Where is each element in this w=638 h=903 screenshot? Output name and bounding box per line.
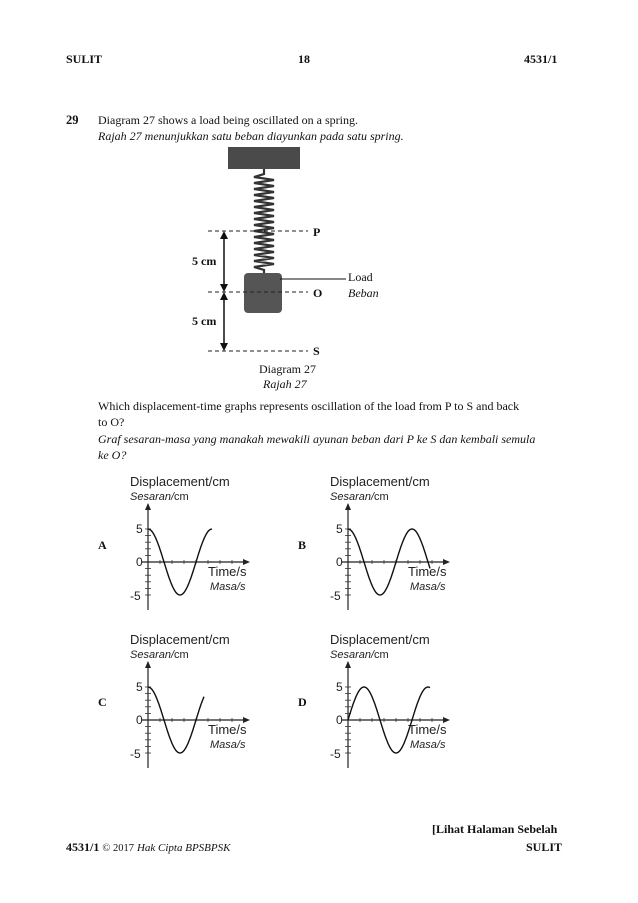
x-axis-label-en: Time/s — [208, 564, 247, 579]
x-axis-label-ms: Masa/s — [410, 581, 446, 593]
load-label-ms: Beban — [348, 286, 379, 300]
footer-left — [66, 840, 230, 855]
next-page-note: [Lihat Halaman Sebelah — [432, 822, 558, 836]
x-axis-label-ms: Masa/s — [210, 739, 246, 751]
arrowhead-bottom-down — [220, 343, 228, 351]
y-axis-arrow — [345, 661, 351, 668]
prompt-en-line2: to O? — [98, 415, 125, 429]
tick-label-neg5: -5 — [330, 589, 341, 603]
y-axis-label-unit: cm — [374, 649, 389, 661]
graph-c — [128, 628, 278, 778]
graph-a — [128, 470, 278, 620]
tick-label-0: 0 — [336, 713, 343, 727]
graph-d — [328, 628, 478, 778]
arrowhead-bottom-up — [220, 292, 228, 300]
y-axis-label-ms-text: Sesaran/ — [330, 491, 375, 503]
diagram-caption-en: Diagram 27 — [259, 362, 316, 376]
prompt-ms-line2: ke O? — [98, 448, 127, 462]
footer-sulit: SULIT — [526, 840, 563, 854]
y-axis-label-unit: cm — [174, 649, 189, 661]
y-axis-label-en: Displacement/cm — [130, 474, 230, 489]
y-axis-label-ms — [130, 649, 189, 661]
y-axis-label-unit: cm — [374, 491, 389, 503]
tick-label-0: 0 — [336, 555, 343, 569]
load-block — [244, 273, 282, 313]
label-p: P — [313, 225, 321, 239]
tick-label-5: 5 — [336, 680, 343, 694]
tick-label-neg5: -5 — [130, 589, 141, 603]
diagram-caption-ms: Rajah 27 — [263, 377, 307, 391]
tick-label-neg5: -5 — [130, 747, 141, 761]
arrowhead-top-down — [220, 284, 228, 292]
y-axis-label-ms-text: Sesaran/ — [130, 649, 175, 661]
label-o: O — [313, 286, 323, 300]
question-number: 29 — [66, 113, 79, 127]
x-axis-label-en: Time/s — [408, 722, 447, 737]
tick-label-5: 5 — [136, 680, 143, 694]
question-line-ms: Rajah 27 menunjukkan satu beban diayunkan pada satu spring. — [98, 129, 404, 143]
header-right: 4531/1 — [524, 52, 558, 66]
y-axis-label-ms — [130, 491, 189, 503]
y-axis-label-ms-text: Sesaran/ — [330, 649, 375, 661]
y-axis-label-en: Displacement/cm — [330, 474, 430, 489]
prompt-ms-line1: Graf sesaran-masa yang manakah mewakili ayunan beban dari P ke S dan kembali semula — [98, 432, 536, 446]
graph-b — [328, 470, 478, 620]
spring-coil — [254, 169, 274, 274]
option-b-letter[interactable]: B — [298, 538, 307, 552]
load-label-en: Load — [348, 270, 373, 284]
y-axis-arrow — [345, 503, 351, 510]
x-axis-label-en: Time/s — [408, 564, 447, 579]
y-axis-label-ms — [330, 491, 389, 503]
footer-publisher: Hak Cipta BPSBPSK — [136, 842, 231, 854]
option-a-letter[interactable]: A — [98, 538, 107, 552]
x-axis-label-ms: Masa/s — [210, 581, 246, 593]
question-line-en: Diagram 27 shows a load being oscillated on a spring. — [98, 113, 358, 127]
y-axis-label-ms-text: Sesaran/ — [130, 491, 175, 503]
y-axis-arrow — [145, 503, 151, 510]
footer-code: 4531/1 — [66, 840, 100, 854]
y-axis-label-en: Displacement/cm — [330, 632, 430, 647]
ceiling-support — [228, 147, 300, 169]
arrowhead-top-up — [220, 231, 228, 239]
spring-diagram — [180, 142, 420, 397]
tick-label-0: 0 — [136, 713, 143, 727]
y-axis-label-unit: cm — [174, 491, 189, 503]
tick-label-0: 0 — [136, 555, 143, 569]
distance-top: 5 cm — [192, 254, 217, 268]
y-axis-label-en: Displacement/cm — [130, 632, 230, 647]
label-s: S — [313, 344, 320, 358]
y-axis-label-ms — [330, 649, 389, 661]
option-d-letter[interactable]: D — [298, 695, 307, 709]
x-axis-label-ms: Masa/s — [410, 739, 446, 751]
page-number: 18 — [298, 52, 310, 66]
distance-bottom: 5 cm — [192, 314, 217, 328]
option-c-letter[interactable]: C — [98, 695, 107, 709]
tick-label-5: 5 — [336, 522, 343, 536]
header-left: SULIT — [66, 52, 103, 66]
prompt-en-line1: Which displacement-time graphs represents oscillation of the load from P to S and back — [98, 399, 520, 413]
x-axis-label-en: Time/s — [208, 722, 247, 737]
tick-label-5: 5 — [136, 522, 143, 536]
tick-label-neg5: -5 — [330, 747, 341, 761]
footer-copyright: © 2017 — [102, 843, 134, 854]
y-axis-arrow — [145, 661, 151, 668]
